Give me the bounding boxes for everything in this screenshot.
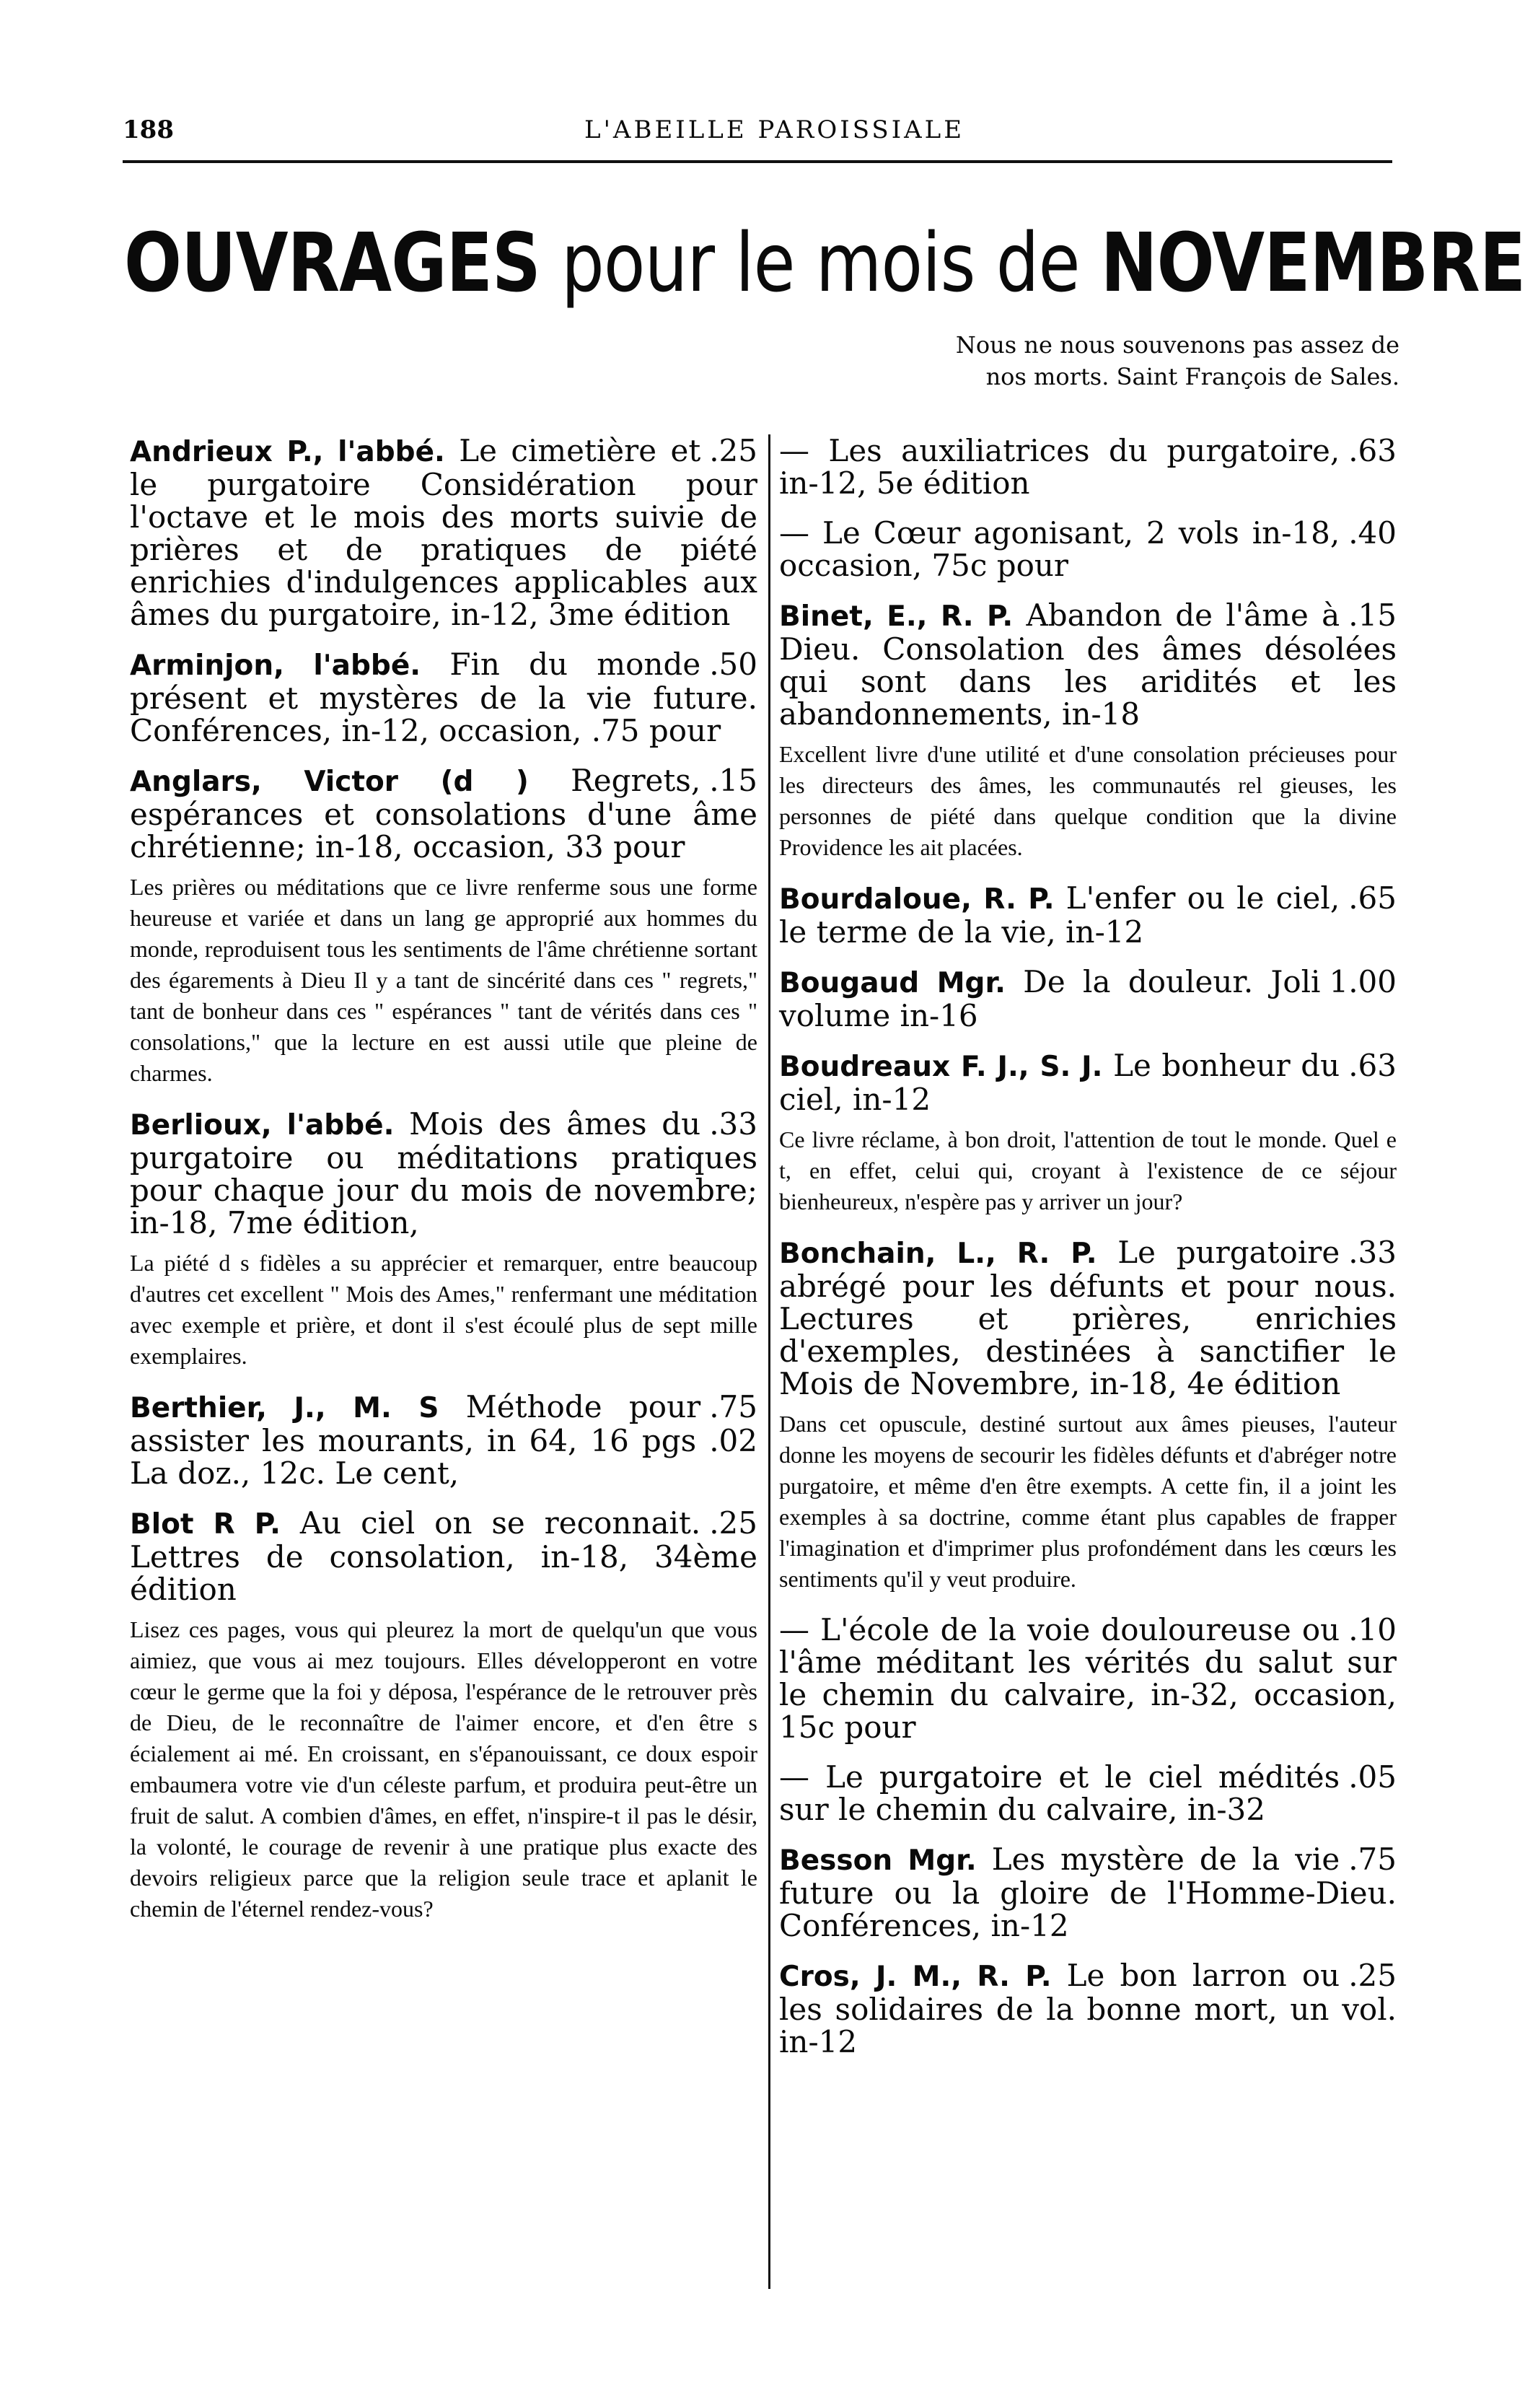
- book-price: .65: [1348, 880, 1397, 916]
- page-number: 188: [123, 115, 174, 144]
- book-price: 1.00: [1329, 964, 1397, 999]
- running-title: L'ABEILLE PAROISSIALE: [584, 115, 965, 144]
- book-review-note: Excellent livre d'une utilité et d'une consolation précieuses pour les directeurs des âmes, les communautés rel gieuses, les personnes de piété dans quelque condition que la divine Providence les ait placées.: [779, 741, 1397, 860]
- title-middle: pour le mois de: [540, 216, 1101, 310]
- book-author: Blot R P.: [130, 1508, 281, 1541]
- column-divider: [768, 434, 770, 2289]
- book-author: Besson Mgr.: [779, 1844, 977, 1877]
- book-description: Le cimetière et le purgatoire Considération pour l'octave et le mois des morts suivie de prières et de pratiques de piété enrichies d'indulgences applicables aux âmes du purgatoire, in-12, 3me édition: [130, 433, 757, 632]
- book-price: .25: [709, 433, 757, 468]
- book-price: .63: [1348, 433, 1397, 468]
- left-column: [130, 434, 757, 1943]
- book-author: Bourdaloue, R. P.: [779, 883, 1055, 916]
- book-description: Abandon de l'âme à Dieu. Consolation des âmes désolées qui sont dans les aridités et les abandonnements, in-18: [779, 597, 1397, 732]
- book-entry: [779, 1236, 1397, 1400]
- book-entry: [779, 434, 1397, 499]
- book-author: Berlioux, l'abbé.: [130, 1109, 395, 1142]
- book-price: .75: [1348, 1842, 1397, 1877]
- book-price: .15: [709, 763, 757, 798]
- page-title: [124, 209, 1525, 318]
- book-description: Au ciel on se reconnait. Lettres de consolation, in-18, 34ème édition: [130, 1505, 757, 1607]
- book-entry: [779, 599, 1397, 730]
- header-rule: [123, 160, 1392, 163]
- book-entry: [779, 517, 1397, 582]
- book-author: Binet, E., R. P.: [779, 600, 1014, 633]
- book-price: .25: [1348, 1958, 1397, 1993]
- book-description: Méthode pour assister les mourants, in 64, 16 pgs .02 La doz., 12c. Le cent,: [130, 1389, 757, 1491]
- book-description: — Le purgatoire et le ciel médités sur le chemin du calvaire, in-32: [779, 1759, 1340, 1827]
- book-price: .50: [709, 647, 757, 682]
- book-entry: [779, 882, 1397, 948]
- book-entry: [779, 1049, 1397, 1116]
- book-entry: [130, 648, 757, 747]
- book-description: Fin du monde présent et mystères de la vie future. Conférences, in-12, occasion, .75 pour: [130, 647, 757, 748]
- book-description: De la douleur. Joli volume in-16: [779, 964, 1321, 1033]
- book-author: Arminjon, l'abbé.: [130, 649, 421, 682]
- book-author: Anglars, Victor (d ): [130, 766, 529, 798]
- book-price: .75: [709, 1389, 757, 1424]
- book-entry: [779, 966, 1397, 1032]
- book-description: — Le Cœur agonisant, 2 vols in-18, occasion, 75c pour: [779, 515, 1340, 583]
- book-description: — Les auxiliatrices du purgatoire, in-12, 5e édition: [779, 433, 1340, 501]
- book-review-note: Ce livre réclame, à bon droit, l'attention de tout le monde. Quel e t, en effet, celui qui, croyant à l'existence de ce séjour bienheureux, n'espère pas y arriver un jour?: [779, 1126, 1397, 1214]
- book-price: .40: [1348, 515, 1397, 551]
- book-entry: [130, 1108, 757, 1239]
- book-price: .05: [1348, 1759, 1397, 1795]
- book-price: .33: [709, 1106, 757, 1142]
- book-entry: [130, 434, 757, 631]
- epigraph: [851, 329, 1399, 393]
- book-description: — L'école de la voie douloureuse ou l'âme méditant les vérités du salut sur le chemin du calvaire, in-32, occasion, 15c pour: [779, 1612, 1397, 1745]
- book-author: Boudreaux F. J., S. J.: [779, 1051, 1103, 1083]
- title-word-ouvrages: OUVRAGES: [124, 216, 540, 310]
- book-entry: [779, 1843, 1397, 1942]
- book-price: .25: [709, 1505, 757, 1541]
- epigraph-line-1: Nous ne nous souvenons pas assez de: [955, 331, 1399, 359]
- book-price: .63: [1348, 1048, 1397, 1083]
- book-review-note: Lisez ces pages, vous qui pleurez la mort de quelqu'un que vous aimiez, que vous ai mez toujours. Elles développeront en votre cœur le germe que la foi y déposa, l'espérance de le retrouver près de Dieu, de le reconnaître de l'aimer encore, et d'en être s écialement ai mé. En croissant, en s'épanouissant, ce doux espoir embaumera votre vie d'un céleste parfum, et produira peut-être un fruit de salut. A combien d'âmes, en effet, n'inspire-t il pas le désir, la volonté, le courage de revenir à une pratique plus exacte des devoirs religieux parce que la religion seule trace et aplanit le chemin de l'éternel rendez-vous?: [130, 1616, 757, 1922]
- book-author: Cros, J. M., R. P.: [779, 1961, 1052, 1993]
- book-author: Bonchain, L., R. P.: [779, 1238, 1097, 1270]
- book-description: Le bonheur du ciel, in-12: [779, 1048, 1340, 1117]
- book-review-note: Les prières ou méditations que ce livre renferme sous une forme heureuse et variée et dans un lang ge approprié aux hommes du monde, reproduisent tous les sentiments de l'âme chrétienne sortant des égarements à Dieu Il y a tant de sincérité dans ces " regrets," tant de bonheur dans ces " espérances " tant de vérités dans ces " consolations," que la lecture en est aussi utile que pleine de charmes.: [130, 874, 757, 1086]
- book-description: L'enfer ou le ciel, le terme de la vie, in-12: [779, 880, 1340, 950]
- book-description: Les mystère de la vie future ou la gloire de l'Homme-Dieu. Conférences, in-12: [779, 1842, 1397, 1943]
- book-author: Andrieux P., l'abbé.: [130, 436, 445, 468]
- book-price: .10: [1348, 1612, 1397, 1647]
- book-price: .33: [1348, 1235, 1397, 1270]
- book-price: .15: [1348, 597, 1397, 633]
- book-entry: [779, 1614, 1397, 1743]
- book-description: Regrets, espérances et consolations d'une âme chrétienne; in-18, occasion, 33 pour: [130, 763, 757, 864]
- book-description: Le bon larron ou les solidaires de la bonne mort, un vol. in-12: [779, 1958, 1397, 2059]
- book-review-note: Dans cet opuscule, destiné surtout aux âmes pieuses, l'auteur donne les moyens de secourir les fidèles défunts et d'abréger notre purgatoire, et même d'en être exempts. A cette fin, il a joint les exemples à sa doctrine, comme étant plus capables de frapper l'imagination et d'imprimer plus profondément dans les cœurs les sentiments qu'il y veut produire.: [779, 1411, 1397, 1592]
- right-column: [779, 434, 1397, 2075]
- book-description: Mois des âmes du purgatoire ou méditations pratiques pour chaque jour du mois de novembre; in-18, 7me édition,: [130, 1106, 757, 1240]
- book-author: Bougaud Mgr.: [779, 967, 1006, 999]
- running-head: [123, 115, 1392, 159]
- title-word-novembre: NOVEMBRE: [1100, 216, 1525, 310]
- epigraph-line-2: nos morts. Saint François de Sales.: [985, 363, 1399, 390]
- book-author: Berthier, J., M. S: [130, 1392, 439, 1424]
- book-entry: [130, 1507, 757, 1606]
- book-entry: [779, 1761, 1397, 1826]
- book-entry: [130, 764, 757, 863]
- book-entry: [130, 1391, 757, 1489]
- book-review-note: La piété d s fidèles a su apprécier et remarquer, entre beaucoup d'autres cet excellent " Mois des Ames," renfermant une méditation avec exemple et prière, et dont il s'est écoulé plus de sept mille exemplaires.: [130, 1250, 757, 1369]
- book-description: Le purgatoire abrégé pour les défunts et pour nous. Lectures et prières, enrichies d'exemples, destinées à sanctifier le Mois de Novembre, in-18, 4e édition: [779, 1235, 1397, 1401]
- book-entry: [779, 1959, 1397, 2058]
